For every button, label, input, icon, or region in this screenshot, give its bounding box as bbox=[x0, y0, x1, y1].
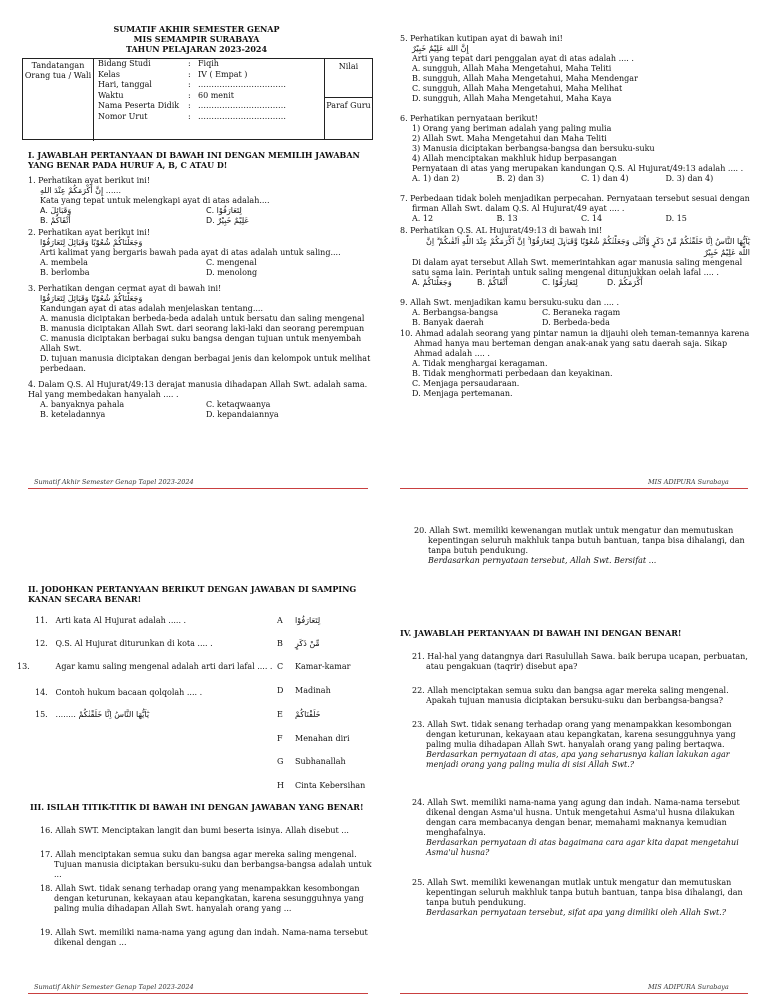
question-2: 2. Perhatikan ayat berikut ini! وَجَعَلْنَاكُمْ شُعُوْبًا وَقَبَائِلَ لِتَعَارَفُوْا Arti kalimat yang bergaris bawah pada ayat di atas adalah untuk saling.... A. membela C. mengenal B. berlomba D. menolong bbox=[28, 228, 372, 278]
q5-option-d[interactable]: D. sungguh, Allah Maha Mengetahui, Maha Kaya bbox=[412, 94, 612, 103]
q3-option-d[interactable]: D. tujuan manusia diciptakan dengan berbagai jenis dan kelompok untuk melihat perbedaan. bbox=[40, 354, 371, 373]
q6-option-b[interactable]: B. 2) dan 3) bbox=[496, 174, 545, 183]
q3-option-b[interactable]: B. manusia diciptakan Allah Swt. dari seorang laki-laki dan seorang perempuan bbox=[40, 324, 365, 333]
q9-option-c[interactable]: C. Beraneka ragam bbox=[542, 308, 621, 317]
section-2-title: II. JODOHKAN PERTANYAAN BERIKUT DENGAN JAWABAN DI SAMPING KANAN SECARA BENAR! bbox=[28, 584, 357, 604]
q4-option-d[interactable]: D. kepandaiannya bbox=[206, 410, 279, 419]
q4-option-b[interactable]: B. keteladannya bbox=[40, 410, 106, 419]
fill-question-17: 17. Allah menciptakan semua suku dan bangsa agar mereka saling mengenal. Tujuan manusia diciptakan bersuku-suku dan berbangsa-bangsa adalah untuk ... bbox=[40, 850, 372, 879]
match-item-12: 12. Q.S. Al Hujurat diturunkan di kota .... . bbox=[35, 639, 213, 648]
fill-question-19: 19. Allah Swt. memiliki nama-nama yang agung dan indah. Nama-nama tersebut dikenal dengan ... bbox=[40, 928, 368, 947]
header-title-1: SUMATIF AKHIR SEMESTER GENAP bbox=[113, 24, 280, 34]
footer-left-top: Sumatif Akhir Semester Genap Tapel 2023-2024 bbox=[34, 478, 194, 486]
q2-option-a[interactable]: A. membela bbox=[40, 258, 88, 267]
field-student-name[interactable]: Nama Peserta Didik : …………………………… bbox=[98, 101, 286, 110]
match-answer-c[interactable]: C Kamar-kamar bbox=[277, 662, 351, 671]
q7-option-a[interactable]: A. 12 bbox=[412, 214, 434, 223]
essay-question-21: 21. Hal-hal yang datangnya dari Rasulullah Sawa. baik berupa ucapan, perbuatan, atau pengakuan (taqrir) disebut apa? bbox=[412, 652, 748, 671]
field-class: Kelas : IV ( Empat ) bbox=[98, 69, 248, 79]
q8-option-d[interactable]: D. أَكْرَمَكُمْ bbox=[607, 278, 643, 287]
match-item-15: 15. ........ يٰٓاَيُّهَا النَّاسُ اِنَّا خَلَقْنٰكُمْ bbox=[35, 710, 150, 719]
question-8: 8. Perhatikan Q.S. AL Hujurat/49:13 di bawah ini! يٰٓاَيُّهَا النَّاسُ اِنَّا خَلَقْنٰكُمْ مِّنْ ذَكَرٍ وَّاُنْثٰى وَجَعَلْنٰكُمْ شُعُوْبًا وَّقَبَاۤىِٕلَ لِتَعَارَفُوْا ۚ اِنَّ اَكْرَمَكُمْ عِنْدَ اللّٰهِ اَتْقٰىكُمْ ۗ اِنَّ اللّٰهَ عَلِيْمٌ خَبِيْرٌ Di dalam ayat tersebut Allah Swt. memerintahkan agar manusia saling mengenal satu sama lain. Perintah untuk saling mengenal ditunjukkan oelah lafal .... . A. وَجَعَلْنَاكُمْ B. أَتْقَاكُمْ C. لِتَعَارَفُوْا D. أَكْرَمَكُمْ bbox=[400, 226, 750, 287]
q1-option-b[interactable]: B. أَتْقَاكُمْ bbox=[40, 216, 71, 225]
footer-right-top: MIS ADIPURA Surabaya bbox=[648, 478, 729, 486]
q4-option-a[interactable]: A. banyaknya pahala bbox=[40, 400, 125, 409]
teacher-initial-label: Paraf Guru bbox=[325, 97, 372, 112]
q7-option-c[interactable]: C. 14 bbox=[581, 214, 603, 223]
match-item-13: 13. Agar kamu saling mengenal adalah arti dari lafal .... . bbox=[17, 662, 273, 671]
match-answer-d[interactable]: D Madinah bbox=[277, 686, 331, 695]
q8-option-b[interactable]: B. أَتْقَاكُمْ bbox=[477, 278, 508, 287]
footer-right-bottom: MIS ADIPURA Surabaya bbox=[648, 983, 729, 991]
q7-option-b[interactable]: B. 13 bbox=[496, 214, 518, 223]
fill-question-20: 20. Allah Swt. memiliki kewenangan mutlak untuk mengatur dan memutuskan kepentingan seluruh makhluk tanpa butuh bantuan, tanpa bisa dihalangi, dan tanpa butuh pendukung. Berdasarkan pernyataan tersebut, Allah Swt. Bersifat ... bbox=[414, 526, 745, 565]
q6-option-a[interactable]: A. 1) dan 2) bbox=[412, 174, 460, 183]
q9-option-a[interactable]: A. Berbangsa-bangsa bbox=[412, 308, 499, 317]
q7-option-d[interactable]: D. 15 bbox=[665, 214, 687, 223]
fill-question-16: 16. Allah SWT. Menciptakan langit dan bumi beserta isinya. Allah disebut ... bbox=[40, 826, 349, 835]
section-1-title: I. JAWABLAH PERTANYAAN DI BAWAH INI DENGAN MEMILIH JAWABAN YANG BENAR PADA HURUF A, B, C ATAU D! bbox=[28, 150, 360, 170]
score-label: Nilai bbox=[338, 62, 359, 71]
field-time: Waktu : 60 menit bbox=[98, 90, 234, 100]
score-cell bbox=[325, 59, 372, 139]
footer-line bbox=[28, 993, 368, 994]
match-answer-b[interactable]: B مِّنْ ذَكَرٍ bbox=[277, 639, 320, 648]
q9-option-b[interactable]: B. Banyak daerah bbox=[412, 318, 484, 327]
q2-arabic: وَجَعَلْنَاكُمْ شُعُوْبًا وَقَبَائِلَ لِتَعَارَفُوْا bbox=[40, 238, 143, 247]
q10-option-a[interactable]: A. Tidak menghargai keragaman. bbox=[412, 359, 548, 368]
question-7: 7. Perbedaan tidak boleh menjadikan perpecahan. Pernyataan tersebut sesuai dengan firman Allah Swt. dalam Q.S. Al Hujurat/49 ayat .... . A. 12 B. 13 C. 14 D. 15 bbox=[400, 194, 750, 223]
essay-question-24: 24. Allah Swt. memiliki nama-nama yang agung dan indah. Nama-nama tersebut dikenal dengan Asma'ul husna. Untuk mengetahui Asma'ul husna dilakukan dengan cara membacanya dengan benar, memahami maknanya kemudian menghafalnya. Berdasarkan pernyataan di atas bagaimana cara agar kita dapat mengetahui Asma'ul husna? bbox=[412, 798, 740, 857]
match-answer-f[interactable]: F Menahan diri bbox=[277, 734, 350, 743]
essay-question-23: 23. Allah Swt. tidak senang terhadap orang yang menampakkan kesombongan dengan keturunan, kekayaan atau kepangkatan, karena sesungguhnya yang paling mulia dihadapan Allah Swt. hanyalah orang yang paling bertaqwa. Berdasarkan pernyataan di atas, apa yang seharusnya kalian lakukan agar menjadi orang yang paling mulia di sisi Allah Swt.? bbox=[412, 720, 736, 769]
section-4-title: IV. JAWABLAH PERTANYAAN DI BAWAH INI DENGAN BENAR! bbox=[400, 628, 682, 638]
footer-line bbox=[400, 993, 748, 994]
field-subject: Bidang Studi : Fiqih bbox=[98, 59, 219, 68]
match-answer-h[interactable]: H Cinta Kebersihan bbox=[277, 781, 366, 790]
footer-line bbox=[400, 488, 748, 489]
field-number[interactable]: Nomor Urut : …………………………… bbox=[98, 111, 286, 121]
exam-header bbox=[22, 24, 371, 54]
q5-option-b[interactable]: B. sungguh, Allah Maha Mengetahui, Maha Mendengar bbox=[412, 74, 638, 83]
q1-arabic: إِنَّ أَكْرَمَكُمْ عِنْدَ اللهِ ...... bbox=[40, 186, 121, 195]
section-1-right bbox=[400, 34, 750, 399]
footer-left-bottom: Sumatif Akhir Semester Genap Tapel 2023-2024 bbox=[34, 983, 194, 991]
essay-question-25: 25. Allah Swt. memiliki kewenangan mutlak untuk mengatur dan memutuskan kepentingan seluruh makhluk tanpa butuh bantuan, tanpa bisa dihalangi, dan tanpa butuh pendukung. Berdasarkan pernyataan tersebut, sifat apa yang dimiliki oleh Allah Swt.? bbox=[412, 878, 743, 917]
field-date[interactable]: Hari, tanggal : …………………………… bbox=[98, 80, 286, 89]
q6-option-c[interactable]: C. 1) dan 4) bbox=[581, 174, 629, 183]
q2-option-c[interactable]: C. mengenal bbox=[206, 258, 257, 267]
question-4: 4. Dalam Q.S. Al Hujurat/49:13 derajat manusia dihadapan Allah Swt. adalah sama. Hal yang membedakan hanyalah .... . A. banyaknya pahala C. ketaqwaanya B. keteladannya D. kepandaiannya bbox=[28, 380, 372, 420]
q5-option-c[interactable]: C. sungguh, Allah Maha Mengetahui, Maha Melihat bbox=[412, 84, 623, 93]
q5-arabic: إِنَّ اللهَ عَلِيْمٌ خَبِيْرٌ bbox=[412, 44, 469, 53]
student-fields bbox=[94, 59, 325, 139]
match-item-11: 11. Arti kata Al Hujurat adalah ..... . bbox=[35, 616, 187, 625]
match-item-14: 14. Contoh hukum bacaan qolqolah .... . bbox=[35, 688, 203, 697]
section-3-title: III. ISILAH TITIK-TITIK DI BAWAH INI DENGAN JAWABAN YANG BENAR! bbox=[30, 802, 364, 812]
q10-option-b[interactable]: B. Tidak menghormati perbedaan dan keyakinan. bbox=[412, 369, 613, 378]
header-title-3: TAHUN PELAJARAN 2023-2024 bbox=[125, 44, 268, 54]
q3-option-a[interactable]: A. manusia diciptakan berbeda-beda adalah untuk bersatu dan saling mengenal bbox=[40, 314, 365, 323]
q5-option-a[interactable]: A. sungguh, Allah Maha Mengetahui, Maha Teliti bbox=[412, 64, 612, 73]
q8-option-a[interactable]: A. وَجَعَلْنَاكُمْ bbox=[412, 278, 452, 287]
parent-signature-cell: Tandatangan Orang tua / Wali bbox=[23, 59, 94, 141]
question-9: 9. Allah Swt. menjadikan kamu bersuku-suku dan .... . A. Berbangsa-bangsa C. Beraneka ragam B. Banyak daerah D. Berbeda-beda bbox=[400, 298, 750, 328]
q6-option-d[interactable]: D. 3) dan 4) bbox=[665, 174, 714, 183]
header-title-2: MIS SEMAMPIR SURABAYA bbox=[133, 34, 260, 44]
question-5: 5. Perhatikan kutipan ayat di bawah ini! إِنَّ اللهَ عَلِيْمٌ خَبِيْرٌ Arti yang tepat dari penggalan ayat di atas adalah .... . A. sungguh, Allah Maha Mengetahui, Maha Teliti B. sungguh, Allah Maha Mengetahui, Maha Mendengar C. sungguh, Allah Maha Mengetahui, Maha Melihat D. sungguh, Allah Maha Mengetahui, Maha Kaya bbox=[400, 34, 750, 104]
section-1-left bbox=[28, 150, 372, 420]
footer-line bbox=[28, 488, 368, 489]
question-3: 3. Perhatikan dengan cermat ayat di bawah ini! وَجَعَلْنَاكُمْ شُعُوْبًا وَقَبَائِلَ لِتَعَارَفُوْا Kandungan ayat di atas adalah menjelaskan tentang.... A. manusia diciptakan berbeda-beda adalah untuk bersatu dan saling mengenal B. manusia diciptakan Allah Swt. dari seorang laki-laki dan seorang perempuan C. manusia diciptakan berbagai suku bangsa dengan tujuan untuk menyembah Allah Swt. D. tujuan manusia diciptakan dengan berbagai jenis dan kelompok untuk melihat perbedaan. bbox=[28, 284, 371, 373]
q1-option-a[interactable]: A. وَقَبَائِلَ bbox=[40, 206, 72, 215]
match-answer-g[interactable]: G Subhanallah bbox=[277, 757, 346, 766]
identity-table bbox=[22, 58, 373, 140]
match-answer-e[interactable]: E خَلَقْنَاكُمْ bbox=[277, 710, 321, 719]
q8-arabic: يٰٓاَيُّهَا النَّاسُ اِنَّا خَلَقْنٰكُمْ مِّنْ ذَكَرٍ وَّاُنْثٰى وَجَعَلْنٰكُمْ شُعُوْبًا وَّقَبَاۤىِٕلَ لِتَعَارَفُوْا ۚ اِنَّ اَكْرَمَكُمْ عِنْدَ اللّٰهِ اَتْقٰىكُمْ ۗ اِنَّ اللّٰهَ عَلِيْمٌ خَبِيْرٌ bbox=[426, 237, 750, 257]
q3-option-c[interactable]: C. manusia diciptakan berbagai suku bangsa dengan tujuan untuk menyembah Allah Swt. bbox=[40, 334, 362, 353]
essay-question-22: 22. Allah menciptakan semua suku dan bangsa agar mereka saling mengenal. Apakah tujuan manusia diciptakan bersuku-suku dan berbangsa-bangsa? bbox=[412, 686, 729, 705]
q9-option-d[interactable]: D. Berbeda-beda bbox=[542, 318, 610, 327]
fill-question-18: 18. Allah Swt. tidak senang terhadap orang yang menampakkan kesombongan dengan keturunan, kekayaan atau kepangkatan, karena sesungguhnya yang paling mulia dihadapan Allah Swt. hanyalah orang yang ... bbox=[40, 884, 364, 913]
q4-option-c[interactable]: C. ketaqwaanya bbox=[206, 400, 271, 409]
q10-option-d[interactable]: D. Menjaga pertemanan. bbox=[412, 389, 513, 398]
match-answer-a[interactable]: A لِتَعَارَفُوْا bbox=[277, 616, 321, 625]
q3-arabic: وَجَعَلْنَاكُمْ شُعُوْبًا وَقَبَائِلَ لِتَعَارَفُوْا bbox=[40, 294, 143, 303]
q1-option-c[interactable]: C. لِتَعَارَفُوْا bbox=[206, 206, 242, 215]
q2-option-b[interactable]: B. berlomba bbox=[40, 268, 90, 277]
q10-option-c[interactable]: C. Menjaga persaudaraan. bbox=[412, 379, 520, 388]
question-10: 10. Ahmad adalah seorang yang pintar namun ia dijauhi oleh teman-temannya karena Ahmad hanya mau berteman dengan anak-anak yang satu daerah saja. Sikap Ahmad adalah .... . A. Tidak menghargai keragaman. B. Tidak menghormati perbedaan dan keyakinan. C. Menjaga persaudaraan. D. Menjaga pertemanan. bbox=[400, 329, 750, 398]
q1-option-d[interactable]: D. عَلِيْمٌ خَبِيْرٌ bbox=[206, 216, 250, 225]
q8-option-c[interactable]: C. لِتَعَارَفُوْا bbox=[542, 278, 578, 287]
q2-option-d[interactable]: D. menolong bbox=[206, 268, 258, 277]
question-1: 1. Perhatikan ayat berikut ini! إِنَّ أَكْرَمَكُمْ عِنْدَ اللهِ ...... Kata yang tepat untuk melengkapi ayat di atas adalah.... A. وَقَبَائِلَ C. لِتَعَارَفُوْا B. أَتْقَاكُمْ D. عَلِيْمٌ خَبِيْرٌ bbox=[28, 176, 372, 226]
question-6: 6. Perhatikan pernyataan berikut! 1) Orang yang beriman adalah yang paling mulia 2) Allah Swt. Maha Mengetahui dan Maha Teliti 3) Manusia diciptakan berbangsa-bangsa dan bersuku-suku 4) Allah menciptakan makhluk hidup berpasangan Pernyataan di atas yang merupakan kandungan Q.S. Al Hujurat/49:13 adalah .... . A. 1) dan 2) B. 2) dan 3) C. 1) dan 4) D. 3) dan 4) bbox=[400, 114, 750, 184]
